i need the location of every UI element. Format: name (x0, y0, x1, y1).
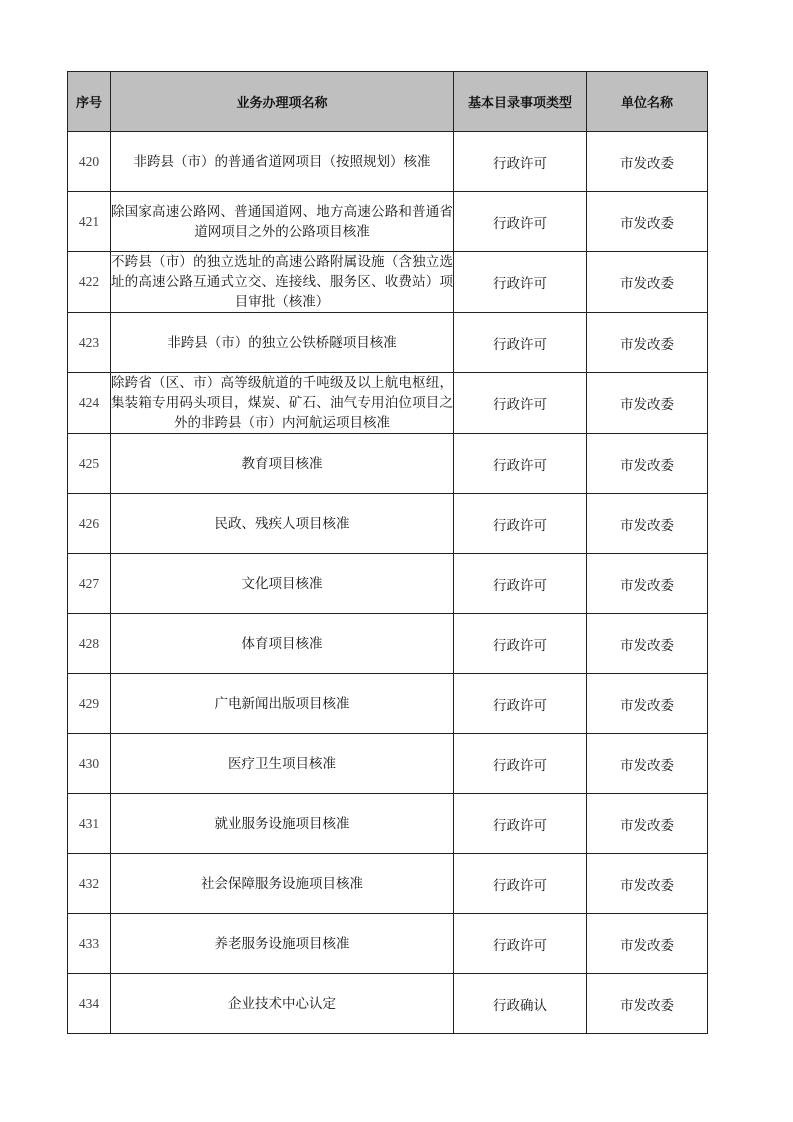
row-item-name: 不跨县（市）的独立选址的高速公路附属设施（含独立选址的高速公路互通式立交、连接线、服务区、收费站）项目审批（核准） (111, 252, 454, 313)
row-item-type: 行政许可 (454, 674, 587, 734)
table-row (68, 914, 708, 974)
row-unit-name: 市发改委 (587, 614, 708, 674)
row-item-name: 体育项目核准 (111, 614, 454, 674)
row-seq: 420 (68, 132, 111, 192)
row-item-name: 除跨省（区、市）高等级航道的千吨级及以上航电枢纽，集装箱专用码头项目，煤炭、矿石、油气专用泊位项目之外的非跨县（市）内河航运项目核准 (111, 373, 454, 434)
row-unit-name: 市发改委 (587, 674, 708, 734)
row-item-name: 教育项目核准 (111, 434, 454, 494)
row-item-type: 行政许可 (454, 794, 587, 854)
row-item-name: 文化项目核准 (111, 554, 454, 614)
header-seq: 序号 (68, 72, 111, 132)
row-item-name: 社会保障服务设施项目核准 (111, 854, 454, 914)
row-unit-name: 市发改委 (587, 434, 708, 494)
table-row (68, 674, 708, 734)
row-item-type: 行政许可 (454, 854, 587, 914)
row-seq: 433 (68, 914, 111, 974)
row-item-name: 非跨县（市）的普通省道网项目（按照规划）核准 (111, 132, 454, 192)
header-item-name: 业务办理项名称 (111, 72, 454, 132)
row-seq: 425 (68, 434, 111, 494)
row-item-type: 行政许可 (454, 734, 587, 794)
header-item-type: 基本目录事项类型 (454, 72, 587, 132)
row-seq: 422 (68, 252, 111, 313)
row-item-name: 非跨县（市）的独立公铁桥隧项目核准 (111, 313, 454, 373)
row-seq: 431 (68, 794, 111, 854)
row-seq: 427 (68, 554, 111, 614)
row-item-type: 行政许可 (454, 132, 587, 192)
row-unit-name: 市发改委 (587, 734, 708, 794)
row-seq: 426 (68, 494, 111, 554)
row-seq: 428 (68, 614, 111, 674)
table-row (68, 313, 708, 373)
row-item-type: 行政许可 (454, 192, 587, 252)
row-unit-name: 市发改委 (587, 854, 708, 914)
row-item-type: 行政许可 (454, 614, 587, 674)
row-item-type: 行政许可 (454, 252, 587, 313)
table-header-row (68, 72, 708, 132)
row-unit-name: 市发改委 (587, 794, 708, 854)
row-seq: 430 (68, 734, 111, 794)
row-item-name: 就业服务设施项目核准 (111, 794, 454, 854)
service-items-table (67, 71, 708, 1034)
header-unit-name: 单位名称 (587, 72, 708, 132)
table-row (68, 373, 708, 434)
table-row (68, 794, 708, 854)
row-seq: 434 (68, 974, 111, 1034)
row-unit-name: 市发改委 (587, 252, 708, 313)
row-item-name: 广电新闻出版项目核准 (111, 674, 454, 734)
table-row (68, 614, 708, 674)
row-unit-name: 市发改委 (587, 914, 708, 974)
row-item-name: 养老服务设施项目核准 (111, 914, 454, 974)
table-row (68, 854, 708, 914)
row-item-type: 行政许可 (454, 313, 587, 373)
row-item-type: 行政许可 (454, 494, 587, 554)
row-unit-name: 市发改委 (587, 554, 708, 614)
row-item-name: 企业技术中心认定 (111, 974, 454, 1034)
row-unit-name: 市发改委 (587, 132, 708, 192)
row-item-name: 医疗卫生项目核准 (111, 734, 454, 794)
row-unit-name: 市发改委 (587, 494, 708, 554)
row-item-type: 行政许可 (454, 373, 587, 434)
table-row (68, 192, 708, 252)
row-unit-name: 市发改委 (587, 192, 708, 252)
table-row (68, 974, 708, 1034)
row-item-type: 行政许可 (454, 914, 587, 974)
row-unit-name: 市发改委 (587, 373, 708, 434)
table-row (68, 252, 708, 313)
row-seq: 429 (68, 674, 111, 734)
row-seq: 424 (68, 373, 111, 434)
row-item-type: 行政许可 (454, 554, 587, 614)
row-unit-name: 市发改委 (587, 974, 708, 1034)
row-item-type: 行政许可 (454, 434, 587, 494)
row-seq: 421 (68, 192, 111, 252)
table-row (68, 132, 708, 192)
table-row (68, 434, 708, 494)
table-row (68, 554, 708, 614)
row-item-name: 除国家高速公路网、普通国道网、地方高速公路和普通省道网项目之外的公路项目核准 (111, 192, 454, 252)
row-unit-name: 市发改委 (587, 313, 708, 373)
table-row (68, 734, 708, 794)
row-seq: 432 (68, 854, 111, 914)
row-item-name: 民政、残疾人项目核准 (111, 494, 454, 554)
row-seq: 423 (68, 313, 111, 373)
table-row (68, 494, 708, 554)
row-item-type: 行政确认 (454, 974, 587, 1034)
